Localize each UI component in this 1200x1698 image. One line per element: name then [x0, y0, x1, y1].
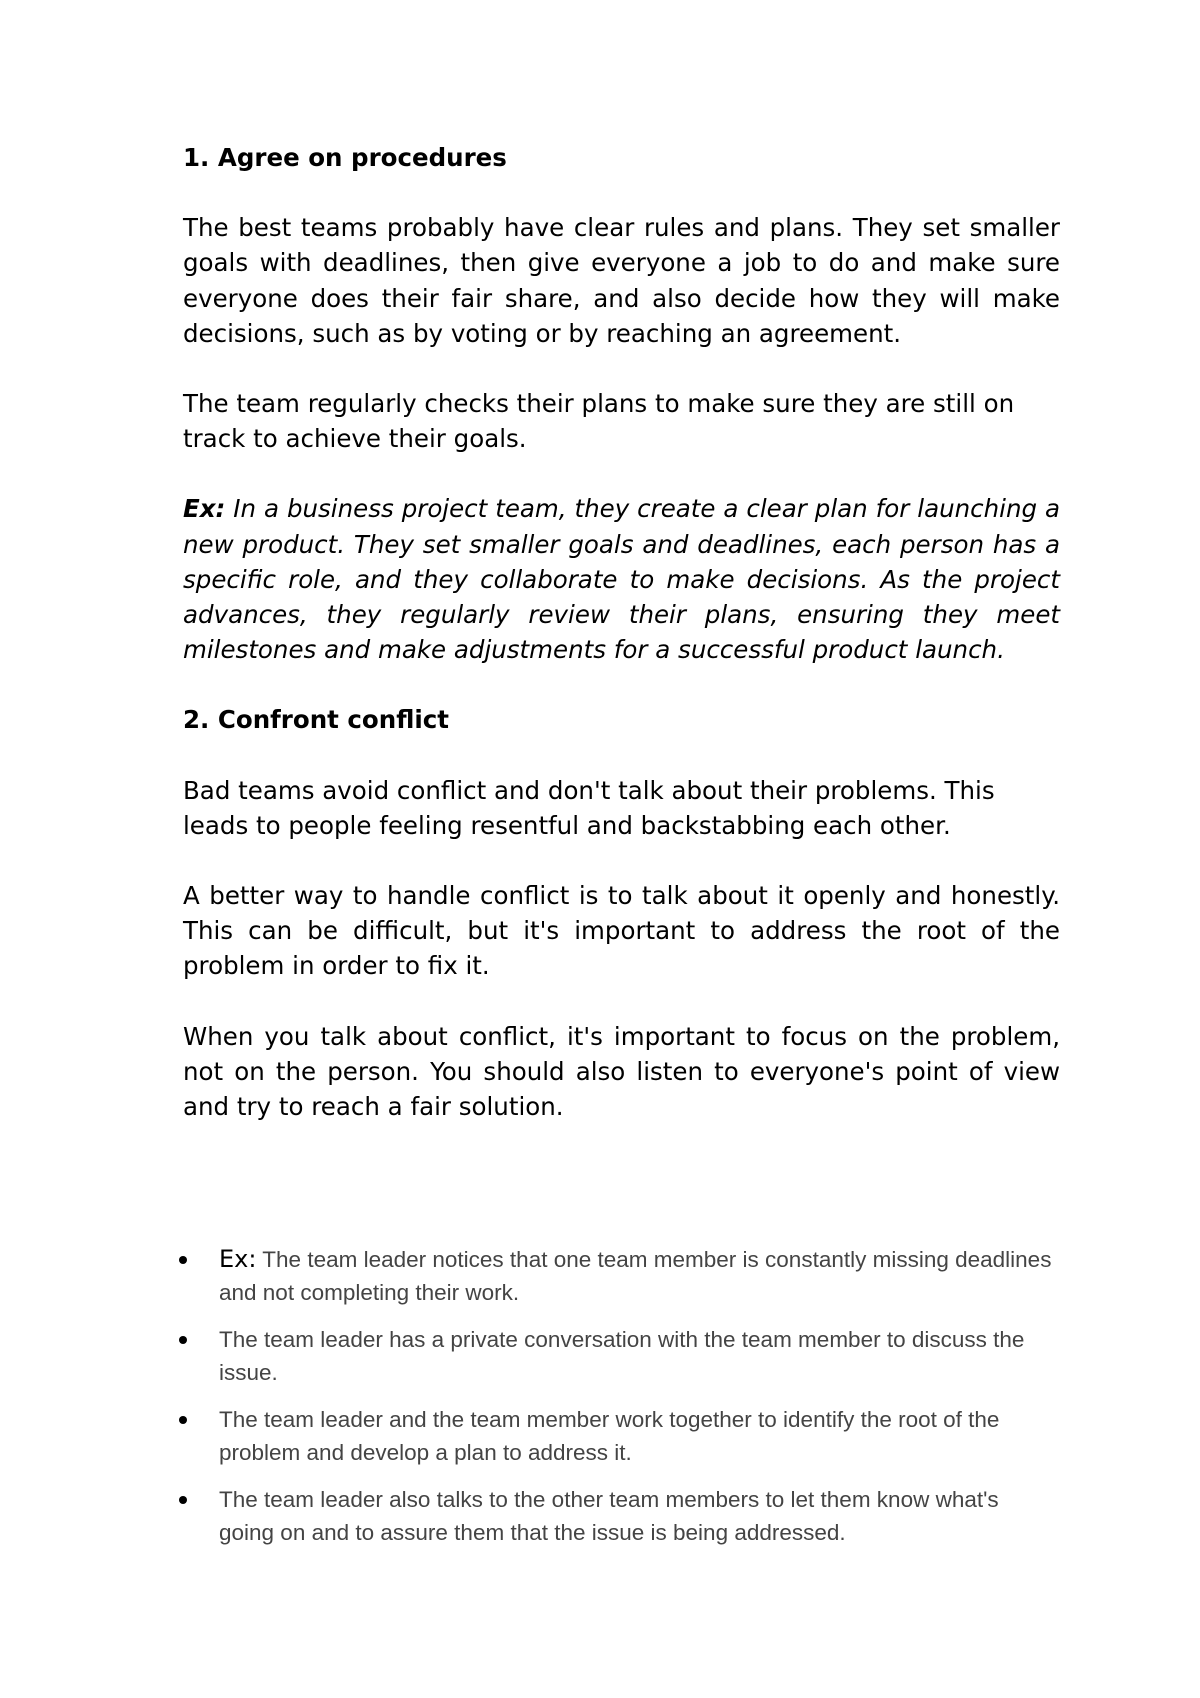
- bullet-text: The team leader and the team member work together to identify the root of the problem and develop a plan to address it.: [219, 1407, 1000, 1465]
- section1-paragraph-1: The best teams probably have clear rules and plans. They set smaller goals with deadlines, then give everyone a job to do and make sure everyone does their fair share, and also decide how they will make decisions, such as by voting or by reaching an agreement.: [183, 213, 1060, 348]
- bullet-icon: [179, 1336, 187, 1344]
- list-item: [175, 1323, 1055, 1389]
- section2-paragraph-1: Bad teams avoid conflict and don't talk about their problems. This leads to people feeling resentful and backstabbing each other.: [183, 775, 995, 840]
- document-page: [183, 140, 1060, 1124]
- bullet-text: The team leader also talks to the other team members to let them know what's going on and to assure them that the issue is being addressed.: [219, 1487, 999, 1545]
- section2-paragraph-3: When you talk about conflict, it's important to focus on the problem, not on the person. You should also listen to everyone's point of view and try to reach a fair solution.: [183, 1021, 1060, 1122]
- section2-paragraph-2: A better way to handle conflict is to talk about it openly and honestly. This can be difficult, but it's important to address the root of the problem in order to fix it.: [183, 881, 1060, 981]
- bullet-icon: [179, 1256, 187, 1264]
- example-label: Ex:: [183, 494, 226, 524]
- list-item: [175, 1403, 1055, 1469]
- section1-example: [183, 491, 1060, 667]
- section1-heading: 1. Agree on procedures: [183, 143, 507, 172]
- list-item: [175, 1243, 1055, 1309]
- bullet-icon: [179, 1416, 187, 1424]
- bullet-text: The team leader has a private conversation with the team member to discuss the issue.: [219, 1327, 1025, 1385]
- section2-heading: 2. Confront conflict: [183, 705, 449, 735]
- bullet-label: Ex:: [219, 1245, 257, 1273]
- section1-paragraph-2: The team regularly checks their plans to make sure they are still on track to achieve their goals.: [183, 389, 1015, 454]
- example-bullet-list: [175, 1243, 1055, 1563]
- bullet-text: The team leader notices that one team member is constantly missing deadlines and not completing their work.: [219, 1247, 1052, 1305]
- list-item: [175, 1483, 1055, 1549]
- bullet-icon: [179, 1496, 187, 1504]
- example-text: In a business project team, they create a clear plan for launching a new product. They set smaller goals and deadlines, each person has a specific role, and they collaborate to make decisions. As the project advances, they regularly review their plans, ensuring they meet milestones and make adjustments for a successful product launch.: [183, 494, 1060, 665]
